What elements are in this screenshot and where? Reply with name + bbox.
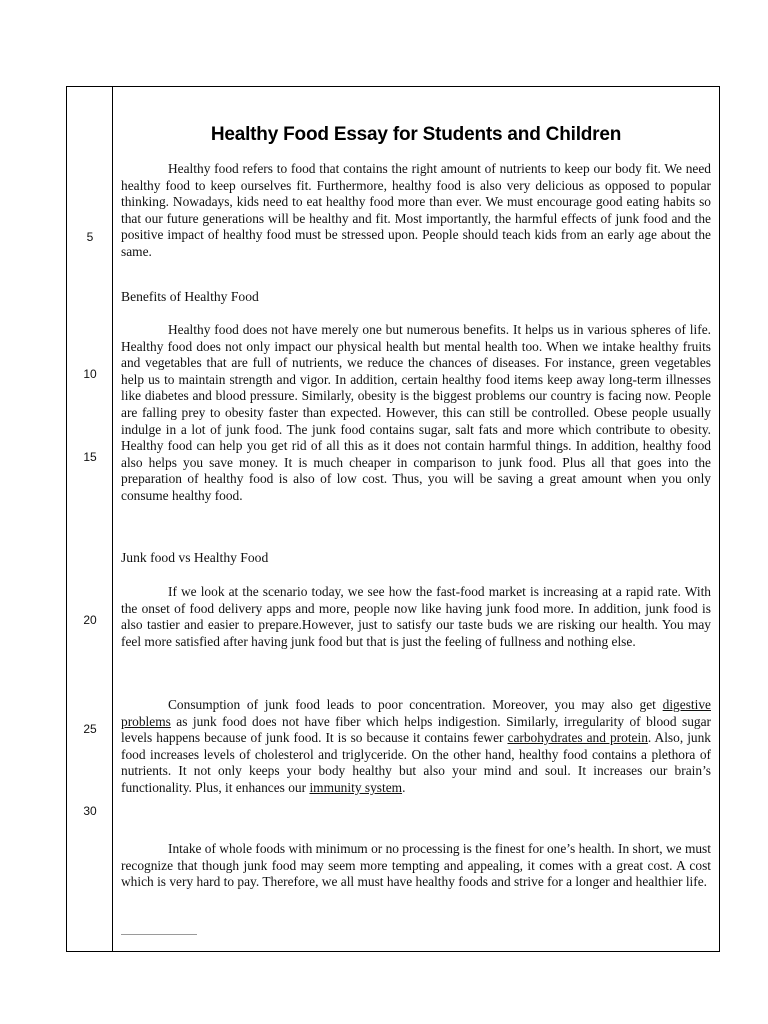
section-heading-benefits: Benefits of Healthy Food — [121, 289, 259, 304]
paragraph-consumption — [121, 697, 711, 797]
link-carbohydrates-protein[interactable]: carbohydrates and protein — [507, 730, 648, 746]
paragraph-conclusion: Intake of whole foods with minimum or no processing is the finest for one’s health. In short, we must recognize that though junk food may seem more tempting and appealing, it comes with a great cost. A cost which is very hard to pay. Therefore, we all must have healthy foods and strive for a longer and healthier life. — [121, 841, 711, 890]
line-number: 30 — [83, 804, 97, 818]
link-digestive-problems[interactable]: digestive problems — [121, 697, 711, 729]
line-number: 5 — [86, 230, 94, 244]
line-number: 20 — [83, 613, 97, 627]
line-number: 10 — [83, 367, 97, 381]
page-title: Healthy Food Essay for Students and Children — [210, 124, 622, 145]
line-number: 15 — [83, 450, 97, 464]
paragraph-text: as junk food does not have fiber which helps indigestion. Similarly, irregularity of blood sugar levels happens because of junk food. It is so because it contains fewer — [121, 713, 711, 746]
footnote-divider — [121, 934, 197, 935]
paragraph-benefits: Healthy food does not have merely one but numerous benefits. It helps us in various spheres of life. Healthy food does not only impact our physical health but mental health too. When we intake healthy fruits and vegetables that are full of nutrients, we reduce the chances of diseases. For instance, green vegetables help us to maintain strength and vigor. In addition, certain healthy food items keep away long-term illnesses like diabetes and blood pressure. Similarly, obesity is the biggest problems our country is facing now. People are falling prey to obesity faster than expected. However, this can still be controlled. Obese people usually indulge in a lot of junk food. The junk food contains sugar, salt fats and more which contribute to obesity. Healthy food can help you get rid of all this as it does not contain harmful things. In addition, healthy food also helps you save money. It is much cheaper in comparison to junk food. Plus all that goes into the preparation of healthy food is also of low cost. Thus, you will be saving a great amount when you only consume healthy food. — [121, 322, 711, 503]
paragraph-text: . — [402, 779, 406, 795]
section-heading-junk-vs-healthy: Junk food vs Healthy Food — [121, 550, 269, 565]
line-number: 25 — [83, 722, 97, 736]
paragraph-intro: Healthy food refers to food that contains the right amount of nutrients to keep our body fit. We need healthy food to keep ourselves fit. Furthermore, healthy food is also very delicious as opposed to popular thinking. Nowadays, kids need to eat healthy food more than ever. We must encourage good eating habits so that our future generations will be healthy and fit. Most importantly, the harmful effects of junk food and the positive impact of healthy food must be stressed upon. People should teach kids from an early age about the same. — [121, 161, 711, 259]
paragraph-text: . Also, junk food increases levels of cholesterol and triglyceride. On the other hand, healthy food contains a plethora of nutrients. It not only keeps your body healthy but also your mind and soul. It increases our brain’s functionality. Plus, it enhances our — [121, 730, 711, 795]
paragraph-text: Consumption of junk food leads to poor concentration. Moreover, you may also get — [168, 697, 663, 712]
paragraph-scenario: If we look at the scenario today, we see how the fast-food market is increasing at a rapid rate. With the onset of food delivery apps and more, people now like having junk food more. In addition, junk food is also tastier and easier to prepare.However, just to satisfy our taste buds we are risking our health. You may feel more satisfied after having junk food but that is just the feeling of fullness and nothing else. — [121, 584, 711, 649]
line-number-gutter — [67, 87, 113, 951]
link-immunity-system[interactable]: immunity system — [309, 779, 403, 795]
